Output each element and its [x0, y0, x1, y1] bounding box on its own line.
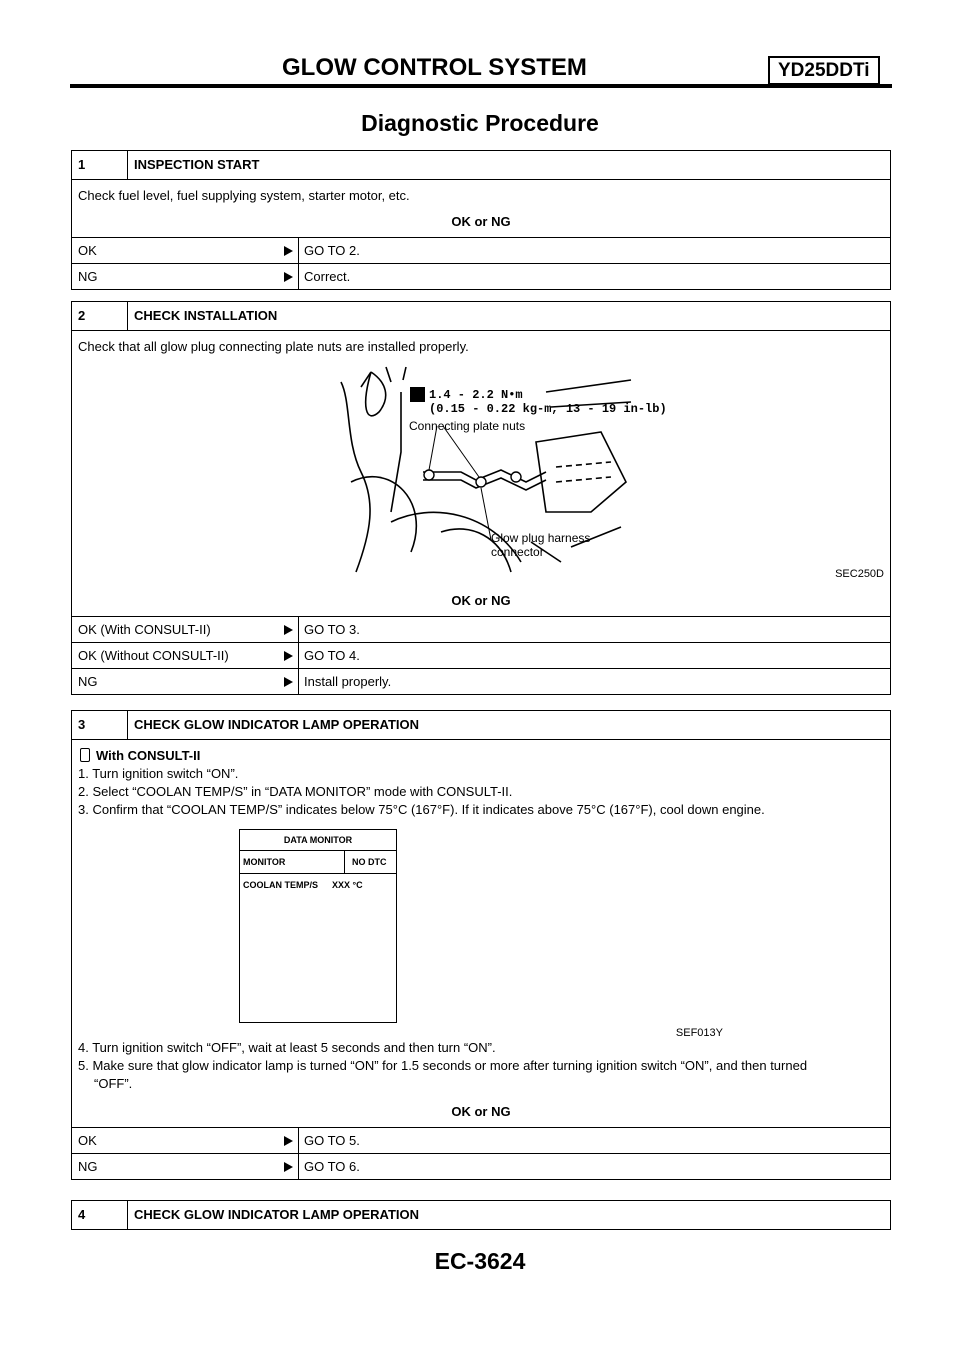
monitor-title: DATA MONITOR: [240, 830, 396, 851]
result-action: GO TO 5.: [304, 1133, 360, 1148]
instruction-text: Check that all glow plug connecting plate nuts are installed properly.: [78, 339, 469, 354]
instruction-line: 1. Turn ignition switch “ON”.: [78, 766, 239, 781]
arrow-right-icon: [284, 1162, 293, 1172]
divider: [298, 238, 299, 263]
header-rule: [70, 84, 892, 88]
result-row: [72, 642, 890, 668]
step-3-header: [72, 711, 890, 739]
consult-icon: [80, 748, 90, 762]
instruction-line: 2. Select “COOLAN TEMP/S” in “DATA MONITOR” mode with CONSULT-II.: [78, 784, 513, 799]
instruction-text: Check fuel level, fuel supplying system, starter motor, etc.: [78, 188, 410, 203]
monitor-header-row: [240, 851, 396, 874]
instruction-line: “OFF”.: [94, 1076, 133, 1091]
page-number: EC-3624: [434, 1248, 526, 1274]
result-condition: NG: [78, 1159, 98, 1174]
step-title: CHECK INSTALLATION: [134, 308, 278, 323]
result-action: GO TO 3.: [304, 622, 360, 637]
arrow-right-icon: [284, 625, 293, 635]
result-action: GO TO 4.: [304, 648, 360, 663]
ok-or-ng-label: OK or NG: [451, 593, 511, 608]
result-action: Install properly.: [304, 674, 392, 689]
step-number: 4: [72, 1201, 128, 1229]
step-number: 1: [72, 151, 128, 179]
engine-tag: YD25DDTi: [768, 56, 880, 85]
step-1-header: [72, 151, 890, 179]
result-condition: OK: [78, 243, 97, 258]
divider: [344, 851, 345, 873]
torque-value-alt: (0.15 - 0.22 kg-m, 13 - 19 in-lb): [429, 402, 667, 416]
result-row: [72, 237, 890, 263]
divider: [298, 1154, 299, 1179]
arrow-right-icon: [284, 246, 293, 256]
divider: [298, 643, 299, 668]
result-row: [72, 1153, 890, 1179]
figure-code: SEC250D: [835, 568, 884, 580]
result-row: [72, 263, 890, 289]
step-3-box: [71, 710, 891, 1180]
data-monitor-screen: [239, 829, 397, 1023]
dtc-status: NO DTC: [352, 857, 387, 867]
divider: [298, 264, 299, 289]
arrow-right-icon: [284, 1136, 293, 1146]
divider: [298, 617, 299, 642]
divider: [298, 669, 299, 694]
result-row: [72, 1127, 890, 1153]
figure-code: SEF013Y: [675, 1027, 723, 1039]
monitor-item-row: [240, 874, 396, 896]
step-4-header: [72, 1201, 890, 1229]
label-connector: connector: [491, 545, 544, 559]
step-1-body: [72, 179, 890, 237]
step-3-body: [72, 739, 890, 1127]
result-action: GO TO 2.: [304, 243, 360, 258]
result-row: [72, 668, 890, 694]
step-1-box: [71, 150, 891, 290]
step-number: 3: [72, 711, 128, 739]
monitor-item-value: XXX °C: [332, 880, 363, 890]
result-action: Correct.: [304, 269, 351, 284]
result-action: GO TO 6.: [304, 1159, 360, 1174]
step-2-body: [72, 330, 890, 616]
result-condition: NG: [78, 674, 98, 689]
result-condition: NG: [78, 269, 98, 284]
result-row: [72, 616, 890, 642]
section-title: Diagnostic Procedure: [361, 110, 599, 136]
monitor-col-label: MONITOR: [243, 857, 286, 867]
label-connecting-plate-nuts: Connecting plate nuts: [409, 419, 526, 433]
result-condition: OK (Without CONSULT-II): [78, 648, 229, 663]
step-title: CHECK GLOW INDICATOR LAMP OPERATION: [134, 1207, 420, 1222]
step-2-header: [72, 302, 890, 330]
with-consult-label: With CONSULT-II: [96, 748, 201, 763]
step-number: 2: [72, 302, 128, 330]
arrow-right-icon: [284, 677, 293, 687]
result-condition: OK (With CONSULT-II): [78, 622, 211, 637]
instruction-line: 3. Confirm that “COOLAN TEMP/S” indicates below 75°C (167°F). If it indicates above 75°C (167°F), cool down engine.: [78, 802, 765, 817]
step-title: CHECK GLOW INDICATOR LAMP OPERATION: [134, 717, 420, 732]
arrow-right-icon: [284, 272, 293, 282]
with-consult-line: [78, 747, 884, 765]
engine-figure: [331, 362, 667, 580]
instruction-line: 4. Turn ignition switch “OFF”, wait at least 5 seconds and then turn “ON”.: [78, 1040, 496, 1055]
result-condition: OK: [78, 1133, 97, 1148]
step-2-box: [71, 301, 891, 695]
monitor-item-name: COOLAN TEMP/S: [243, 880, 319, 890]
step-title: INSPECTION START: [134, 157, 260, 172]
instruction-line: 5. Make sure that glow indicator lamp is turned “ON” for 1.5 seconds or more after turning ignition switch “ON”, and then turned: [78, 1058, 808, 1073]
divider: [298, 1128, 299, 1153]
arrow-right-icon: [284, 651, 293, 661]
page-header-title: GLOW CONTROL SYSTEM: [282, 54, 587, 81]
engine-illustration: [331, 362, 667, 580]
torque-wrench-icon: [410, 387, 425, 402]
monitor-figure: [239, 829, 723, 1039]
step-4-box: [71, 1200, 891, 1230]
torque-value: 1.4 - 2.2 N•m: [429, 388, 523, 402]
ok-or-ng-label: OK or NG: [451, 214, 511, 229]
ok-or-ng-label: OK or NG: [451, 1104, 511, 1119]
label-glow-plug-harness: Glow plug harness: [491, 531, 591, 545]
